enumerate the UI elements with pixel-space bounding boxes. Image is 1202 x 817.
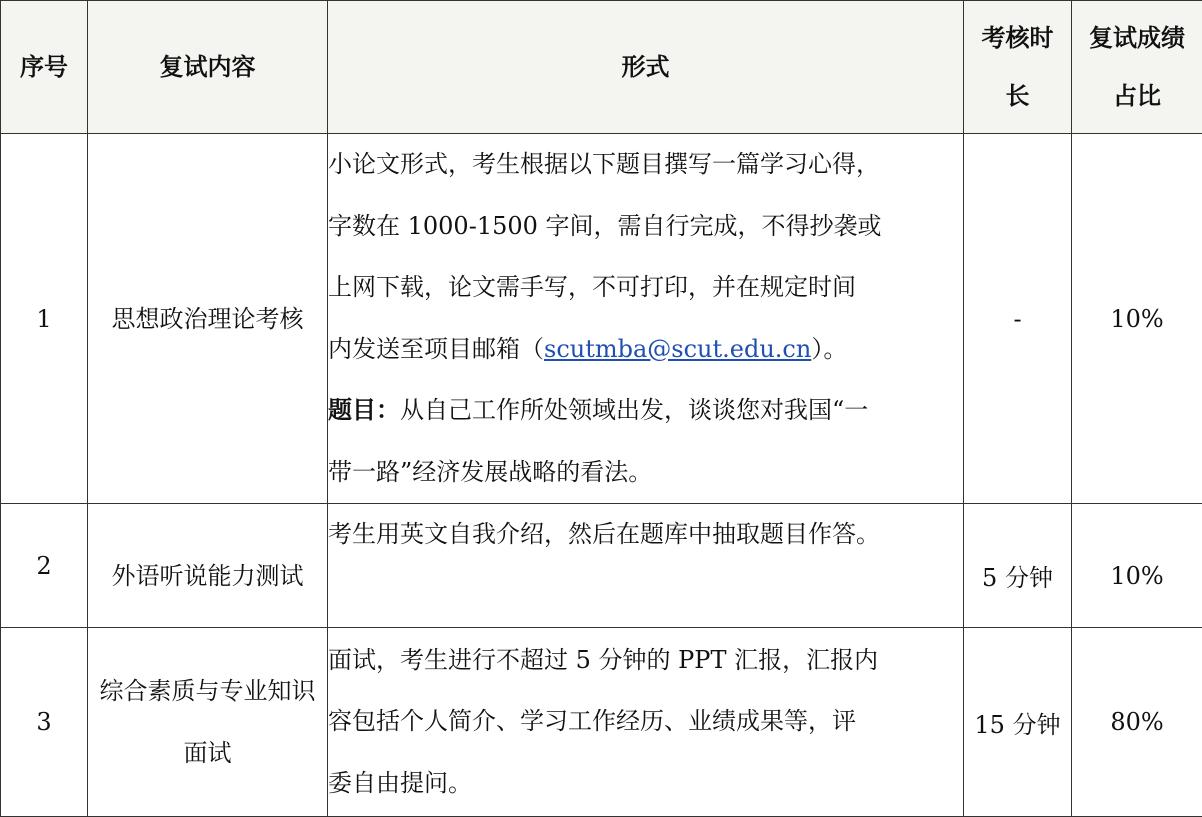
topic-text: 从自己工作所处领域出发，谈谈您对我国“一 [400, 396, 868, 424]
header-weight-line2: 占比 [1072, 67, 1202, 125]
row-weight: 10% [1072, 504, 1202, 628]
form-email-line [328, 319, 963, 381]
row-weight: 10% [1072, 134, 1202, 504]
row-content: 外语听说能力测试 [88, 504, 328, 628]
form-line: 考生用英文自我介绍，然后在题库中抽取题目作答。 [328, 504, 963, 566]
row-content: 思想政治理论考核 [88, 134, 328, 504]
row-num: 1 [1, 134, 88, 504]
row-content: 综合素质与专业知识面试 [88, 628, 328, 817]
topic-label: 题目： [328, 396, 400, 424]
header-duration [964, 1, 1072, 134]
header-num: 序号 [1, 1, 88, 134]
form-line: 小论文形式，考生根据以下题目撰写一篇学习心得， [328, 134, 963, 196]
form-line: 字数在 1000-1500 字间，需自行完成，不得抄袭或 [328, 196, 963, 258]
row-form [328, 628, 964, 817]
topic-line-2: 带一路”经济发展战略的看法。 [328, 442, 963, 504]
row-duration: 5 分钟 [964, 504, 1072, 628]
header-duration-line2: 长 [964, 67, 1071, 125]
table-row [1, 134, 1202, 504]
email-prefix: 内发送至项目邮箱（ [328, 335, 544, 363]
header-weight-line1: 复试成绩 [1072, 9, 1202, 67]
header-row [1, 1, 1202, 134]
table-row [1, 628, 1202, 817]
row-duration: 15 分钟 [964, 628, 1072, 817]
form-line: 容包括个人简介、学习工作经历、业绩成果等，评 [328, 691, 963, 753]
row-num: 3 [1, 628, 88, 817]
header-form: 形式 [328, 1, 964, 134]
header-weight [1072, 1, 1202, 134]
row-form [328, 134, 964, 504]
email-suffix: ）。 [811, 335, 847, 363]
row-form [328, 504, 964, 628]
form-line: 面试，考生进行不超过 5 分钟的 PPT 汇报，汇报内 [328, 630, 963, 692]
form-line: 上网下载，论文需手写，不可打印，并在规定时间 [328, 257, 963, 319]
form-line: 委自由提问。 [328, 753, 963, 815]
row-weight: 80% [1072, 628, 1202, 817]
row-num: 2 [1, 504, 88, 628]
table-row [1, 504, 1202, 628]
row-duration: - [964, 134, 1072, 504]
header-content: 复试内容 [88, 1, 328, 134]
header-duration-line1: 考核时 [964, 9, 1071, 67]
email-link[interactable]: scutmba@scut.edu.cn [544, 335, 811, 363]
topic-line [328, 380, 963, 442]
